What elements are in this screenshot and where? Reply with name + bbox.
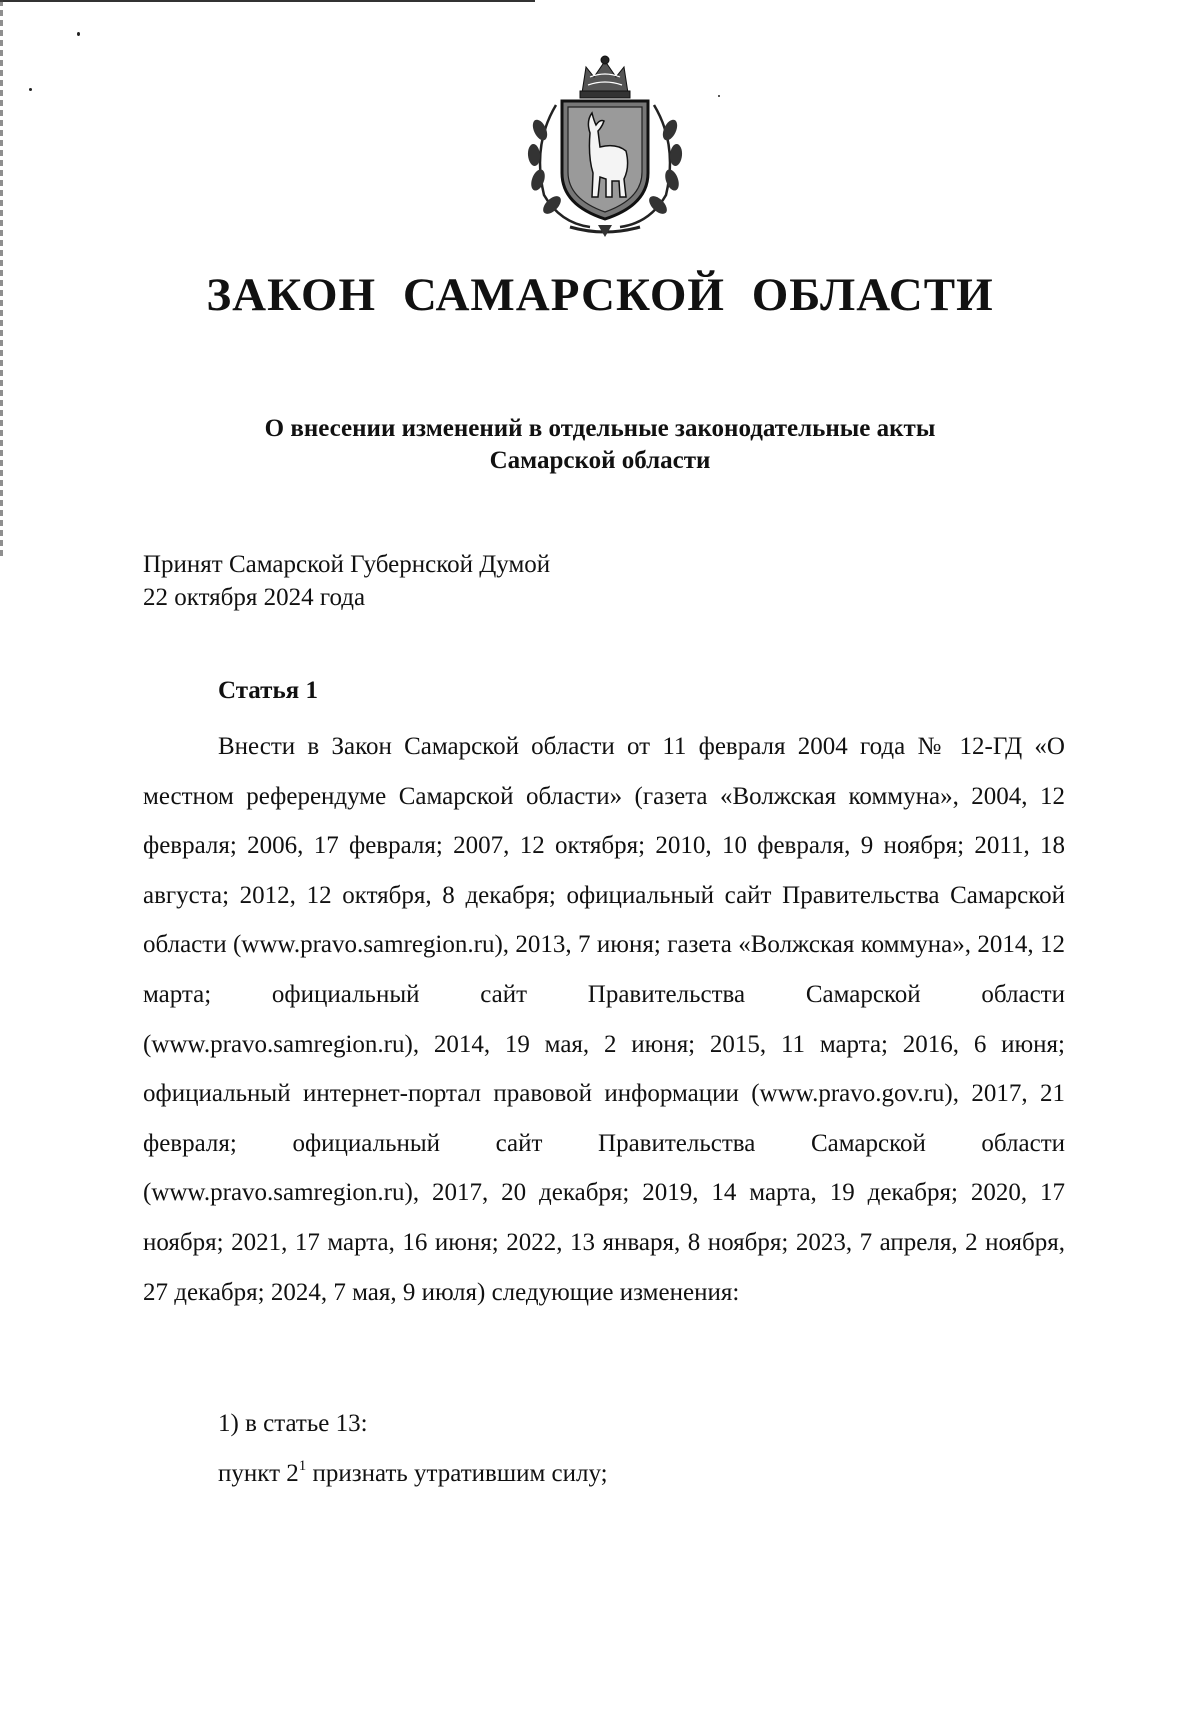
samara-coat-of-arms-icon xyxy=(520,55,690,240)
amendment-item-2-prefix: пункт 2 xyxy=(218,1460,299,1487)
law-subtitle-line-2: Самарской области xyxy=(489,447,711,474)
law-title: ЗАКОН САМАРСКОЙ ОБЛАСТИ xyxy=(206,269,994,321)
adoption-note xyxy=(143,548,550,614)
scan-artifact-top-line xyxy=(0,0,535,2)
amendment-item-2-suffix: признать утратившим силу; xyxy=(306,1460,608,1487)
law-subtitle xyxy=(0,413,1200,477)
law-subtitle-line-1: О внесении изменений в отдельные законодательные акты xyxy=(264,415,936,442)
scan-speck xyxy=(718,95,720,97)
amendment-item-2 xyxy=(218,1460,608,1488)
scan-speck xyxy=(77,32,80,36)
scan-speck xyxy=(29,88,32,91)
adoption-body: Принят Самарской Губернской Думой xyxy=(143,551,551,578)
article-body-paragraph: Внести в Закон Самарской области от 11 февраля 2004 года № 12-ГД «О местном референдуме Самарской области» (газета «Волжская коммуна», 2004, 12 февраля; 2006, 17 февраля; 2007, 12 октября; 2010, 10 февраля, 9 ноября; 2011, 18 августа; 2012, 12 октября, 8 декабря; официальный сайт Правительства Самарской области (www.pravo.samregion.ru), 2013, 7 июня; газета «Волжская коммуна», 2014, 12 марта; официальный сайт Правительства Самарской области (www.pravo.samregion.ru), 2014, 19 мая, 2 июня; 2015, 11 марта; 2016, 6 июня; официальный интернет-портал правовой информации (www.pravo.gov.ru), 2017, 21 февраля; официальный сайт Правительства Самарской области (www.pravo.samregion.ru), 2017, 20 декабря; 2019, 14 марта, 19 декабря; 2020, 17 ноября; 2021, 17 марта, 16 июня; 2022, 13 января, 8 ноября; 2023, 7 апреля, 2 ноября, 27 декабря; 2024, 7 мая, 9 июля) следующие изменения: xyxy=(143,733,1065,1306)
article-heading: Статья 1 xyxy=(218,677,318,704)
amendment-item-1: 1) в статье 13: xyxy=(218,1410,368,1437)
adoption-date: 22 октября 2024 года xyxy=(143,584,366,611)
amendment-item-2-superscript: 1 xyxy=(298,1458,307,1474)
